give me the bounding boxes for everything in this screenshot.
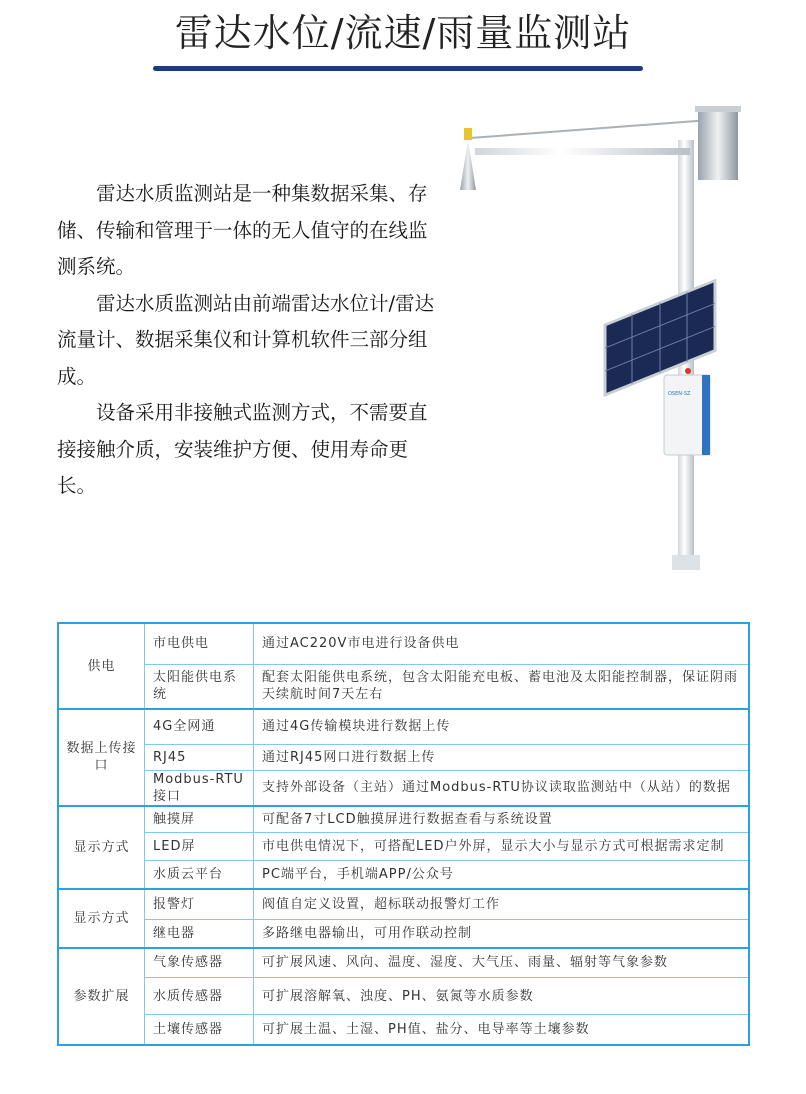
category-cell: 供电 — [58, 623, 145, 709]
item-cell: 4G全网通 — [145, 709, 254, 744]
category-cell: 显示方式 — [58, 889, 145, 948]
item-cell: 土壤传感器 — [145, 1015, 254, 1045]
table-row — [58, 664, 749, 709]
table-row — [58, 833, 749, 861]
item-cell: 触摸屏 — [145, 806, 254, 833]
item-cell: 报警灯 — [145, 889, 254, 920]
table-row — [58, 806, 749, 833]
item-cell: 水质云平台 — [145, 861, 254, 889]
item-cell: 太阳能供电系统 — [145, 664, 254, 709]
table-row — [58, 920, 749, 948]
category-cell: 显示方式 — [58, 806, 145, 889]
spec-table — [57, 622, 750, 1046]
table-row — [58, 1015, 749, 1045]
item-cell: Modbus-RTU接口 — [145, 770, 254, 806]
table-row — [58, 978, 749, 1015]
rain-gauge — [695, 106, 741, 180]
intro-paragraph: 雷达水质监测站是一种集数据采集、存储、传输和管理于一体的无人值守的在线监测系统。 — [57, 182, 428, 278]
table-row — [58, 709, 749, 744]
desc-cell: 通过RJ45网口进行数据上传 — [254, 744, 750, 770]
desc-cell: 多路继电器输出，可用作联动控制 — [254, 920, 750, 948]
table-row — [58, 770, 749, 806]
category-cell: 参数扩展 — [58, 948, 145, 1045]
item-cell: 继电器 — [145, 920, 254, 948]
intro-text — [57, 176, 437, 505]
desc-cell: 可扩展风速、风向、温度、湿度、大气压、雨量、辐射等气象参数 — [254, 948, 750, 978]
desc-cell: 配套太阳能供电系统，包含太阳能充电板、蓄电池及太阳能控制器，保证阴雨天续航时间7天左右 — [254, 664, 750, 709]
desc-cell: 可扩展溶解氧、浊度、PH、氨氮等水质参数 — [254, 978, 750, 1015]
intro-paragraph: 雷达水质监测站由前端雷达水位计/雷达流量计、数据采集仪和计算机软件三部分组成。 — [57, 291, 435, 388]
desc-cell: 可扩展土温、土湿、PH值、盐分、电导率等土壤参数 — [254, 1015, 750, 1045]
table-row — [58, 861, 749, 889]
table-row — [58, 744, 749, 770]
desc-cell: 阀值自定义设置，超标联动报警灯工作 — [254, 889, 750, 920]
category-cell: 数据上传接口 — [58, 709, 145, 806]
page-title: 雷达水位/流速/雨量监测站 — [174, 11, 632, 55]
table-row — [58, 889, 749, 920]
desc-cell: PC端平台，手机端APP/公众号 — [254, 861, 750, 889]
device-label: OSEN-SZ — [668, 391, 691, 397]
monitoring-station-image — [440, 100, 750, 580]
item-cell: 气象传感器 — [145, 948, 254, 978]
item-cell: 市电供电 — [145, 623, 254, 664]
desc-cell: 通过4G传输模块进行数据上传 — [254, 709, 750, 744]
item-cell: RJ45 — [145, 744, 254, 770]
item-cell: LED屏 — [145, 833, 254, 861]
item-cell: 水质传感器 — [145, 978, 254, 1015]
desc-cell: 通过AC220V市电进行设备供电 — [254, 623, 750, 664]
table-row — [58, 623, 749, 664]
table-row — [58, 948, 749, 978]
intro-paragraph: 设备采用非接触式监测方式，不需要直接接触介质，安装维护方便、使用寿命更长。 — [57, 401, 428, 497]
data-logger-box — [664, 368, 710, 455]
desc-cell: 市电供电情况下，可搭配LED户外屏，显示大小与显示方式可根据需求定制 — [254, 833, 750, 861]
title-underline — [153, 66, 643, 71]
desc-cell: 可配备7寸LCD触摸屏进行数据查看与系统设置 — [254, 806, 750, 833]
desc-cell: 支持外部设备（主站）通过Modbus-RTU协议读取监测站中（从站）的数据 — [254, 770, 750, 806]
